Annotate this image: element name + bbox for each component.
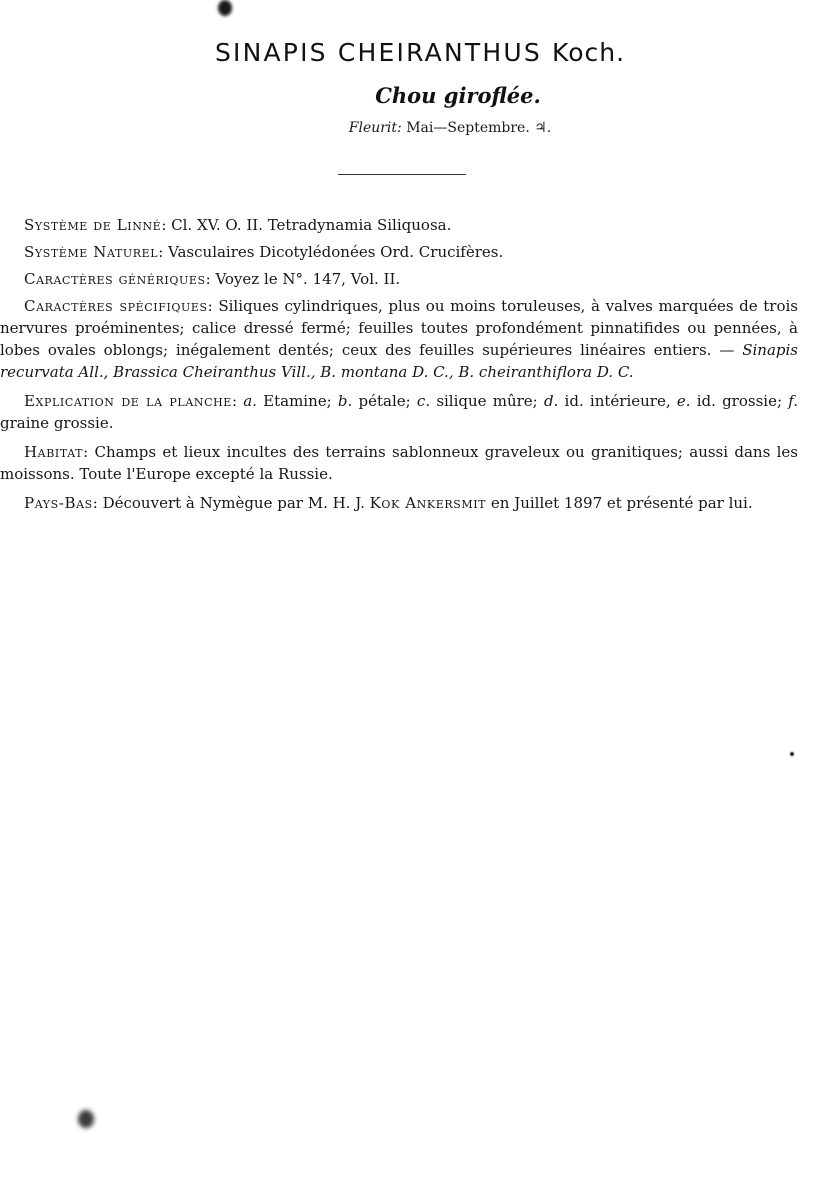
entry-natural-system: Système Naturel: Vasculaires Dicotylédonées Ord. Crucifères. — [24, 243, 504, 261]
entry-label: Habitat — [24, 443, 84, 461]
species-title — [0, 38, 840, 67]
plate-value-b: pétale; — [358, 392, 411, 410]
plate-value-f: graine grossie. — [0, 414, 114, 432]
entry-generic-characters: Caractères génériques: Voyez le N°. 147, Vol. II. — [24, 270, 401, 288]
ink-speck-right — [790, 752, 794, 756]
species-author: Koch. — [552, 38, 626, 67]
entry-text: Cl. XV. O. II. Tetradynamia Siliquosa. — [171, 216, 452, 234]
plate-key-b: b. — [337, 392, 353, 410]
entry-plate-explanation: Explication de la planche: a. Etamine; b. pétale; c. silique mûre; d. id. intérieure, e. id. grossie; f. graine grossie. — [0, 392, 799, 432]
entry-text: Voyez le N°. 147, Vol. II. — [215, 270, 401, 288]
entry-person: Kok Ankersmit — [369, 494, 487, 512]
plate-value-c: silique mûre; — [436, 392, 538, 410]
entry-text: Champs et lieux incultes des terrains sablonneux graveleux ou granitiques; aussi dans les moissons. Toute l'Europe excepté la Russie. — [0, 443, 798, 483]
plate-key-e: e. — [676, 392, 691, 410]
plate-key-d: d. — [543, 392, 559, 410]
flowering-value: Mai—Septembre. ♃. — [406, 120, 552, 136]
entry-label: Explication de la planche — [24, 392, 232, 410]
entry-text: en Juillet 1897 et présenté par lui. — [490, 494, 753, 512]
entry-text: Siliques cylindriques, plus ou moins toruleuses, à valves marquées de trois nervures proéminentes; calice dressé fermé; feuilles toutes profondément pinnatifides ou pennées, à lobes ovales oblongs; inégalement dentés; ceux des feuilles supérieures linéaires entiers. — — [0, 297, 799, 359]
entry-linnaean-system: Système de Linné: Cl. XV. O. II. Tetradynamia Siliquosa. — [24, 216, 452, 234]
entry-habitat: Habitat: Champs et lieux incultes des terrains sablonneux graveleux ou granitiques; aussi dans les moissons. Toute l'Europe excepté la Russie. — [0, 443, 798, 483]
entry-specific-characters: Caractères spécifiques: Siliques cylindriques, plus ou moins toruleuses, à valves marquées de trois nervures proéminentes; calice dressé fermé; feuilles toutes profondément pinnatifides ou pennées, à lobes ovales oblongs; inégalement dentés; ceux des feuilles supérieures linéaires entiers. — Sinapis recurvata All., Brassica Cheiranthus Vill., B. montana D. C., B. cheiranthiflora D. C. — [0, 297, 799, 381]
common-name: Chou giroflée. — [375, 83, 541, 108]
plate-value-a: Etamine; — [263, 392, 332, 410]
entry-label: Pays-Bas — [24, 494, 93, 512]
plate-key-f: f. — [788, 392, 799, 410]
entry-text: Découvert à Nymègue par M. H. J. — [102, 494, 365, 512]
entry-label: Caractères spécifiques — [24, 297, 208, 315]
entry-label: Système Naturel — [24, 243, 159, 261]
entry-label: Système de Linné — [24, 216, 162, 234]
entries-block — [0, 214, 798, 521]
plate-key-c: c. — [416, 392, 431, 410]
flowering-line — [0, 120, 840, 136]
entry-label: Caractères génériques — [24, 270, 206, 288]
ink-spot-bottom — [78, 1110, 94, 1128]
entry-text: Vasculaires Dicotylédonées Ord. Crucifères. — [168, 243, 504, 261]
plate-value-e: id. grossie; — [696, 392, 783, 410]
entry-synonyms: Sinapis recurvata All., Brassica Cheiranthus Vill., B. montana D. C., B. cheiranthiflora D. C. — [0, 341, 798, 381]
separator-rule — [338, 174, 466, 175]
plate-value-d: id. intérieure, — [564, 392, 671, 410]
species-name: SINAPIS CHEIRANTHUS — [214, 38, 542, 67]
plate-key-a: a. — [243, 392, 257, 410]
entry-netherlands: Pays-Bas: Découvert à Nymègue par M. H. J. Kok Ankersmit en Juillet 1897 et présenté par lui. — [24, 494, 753, 512]
flowering-label: Fleurit: — [348, 120, 402, 136]
ink-spot-top — [218, 0, 232, 16]
